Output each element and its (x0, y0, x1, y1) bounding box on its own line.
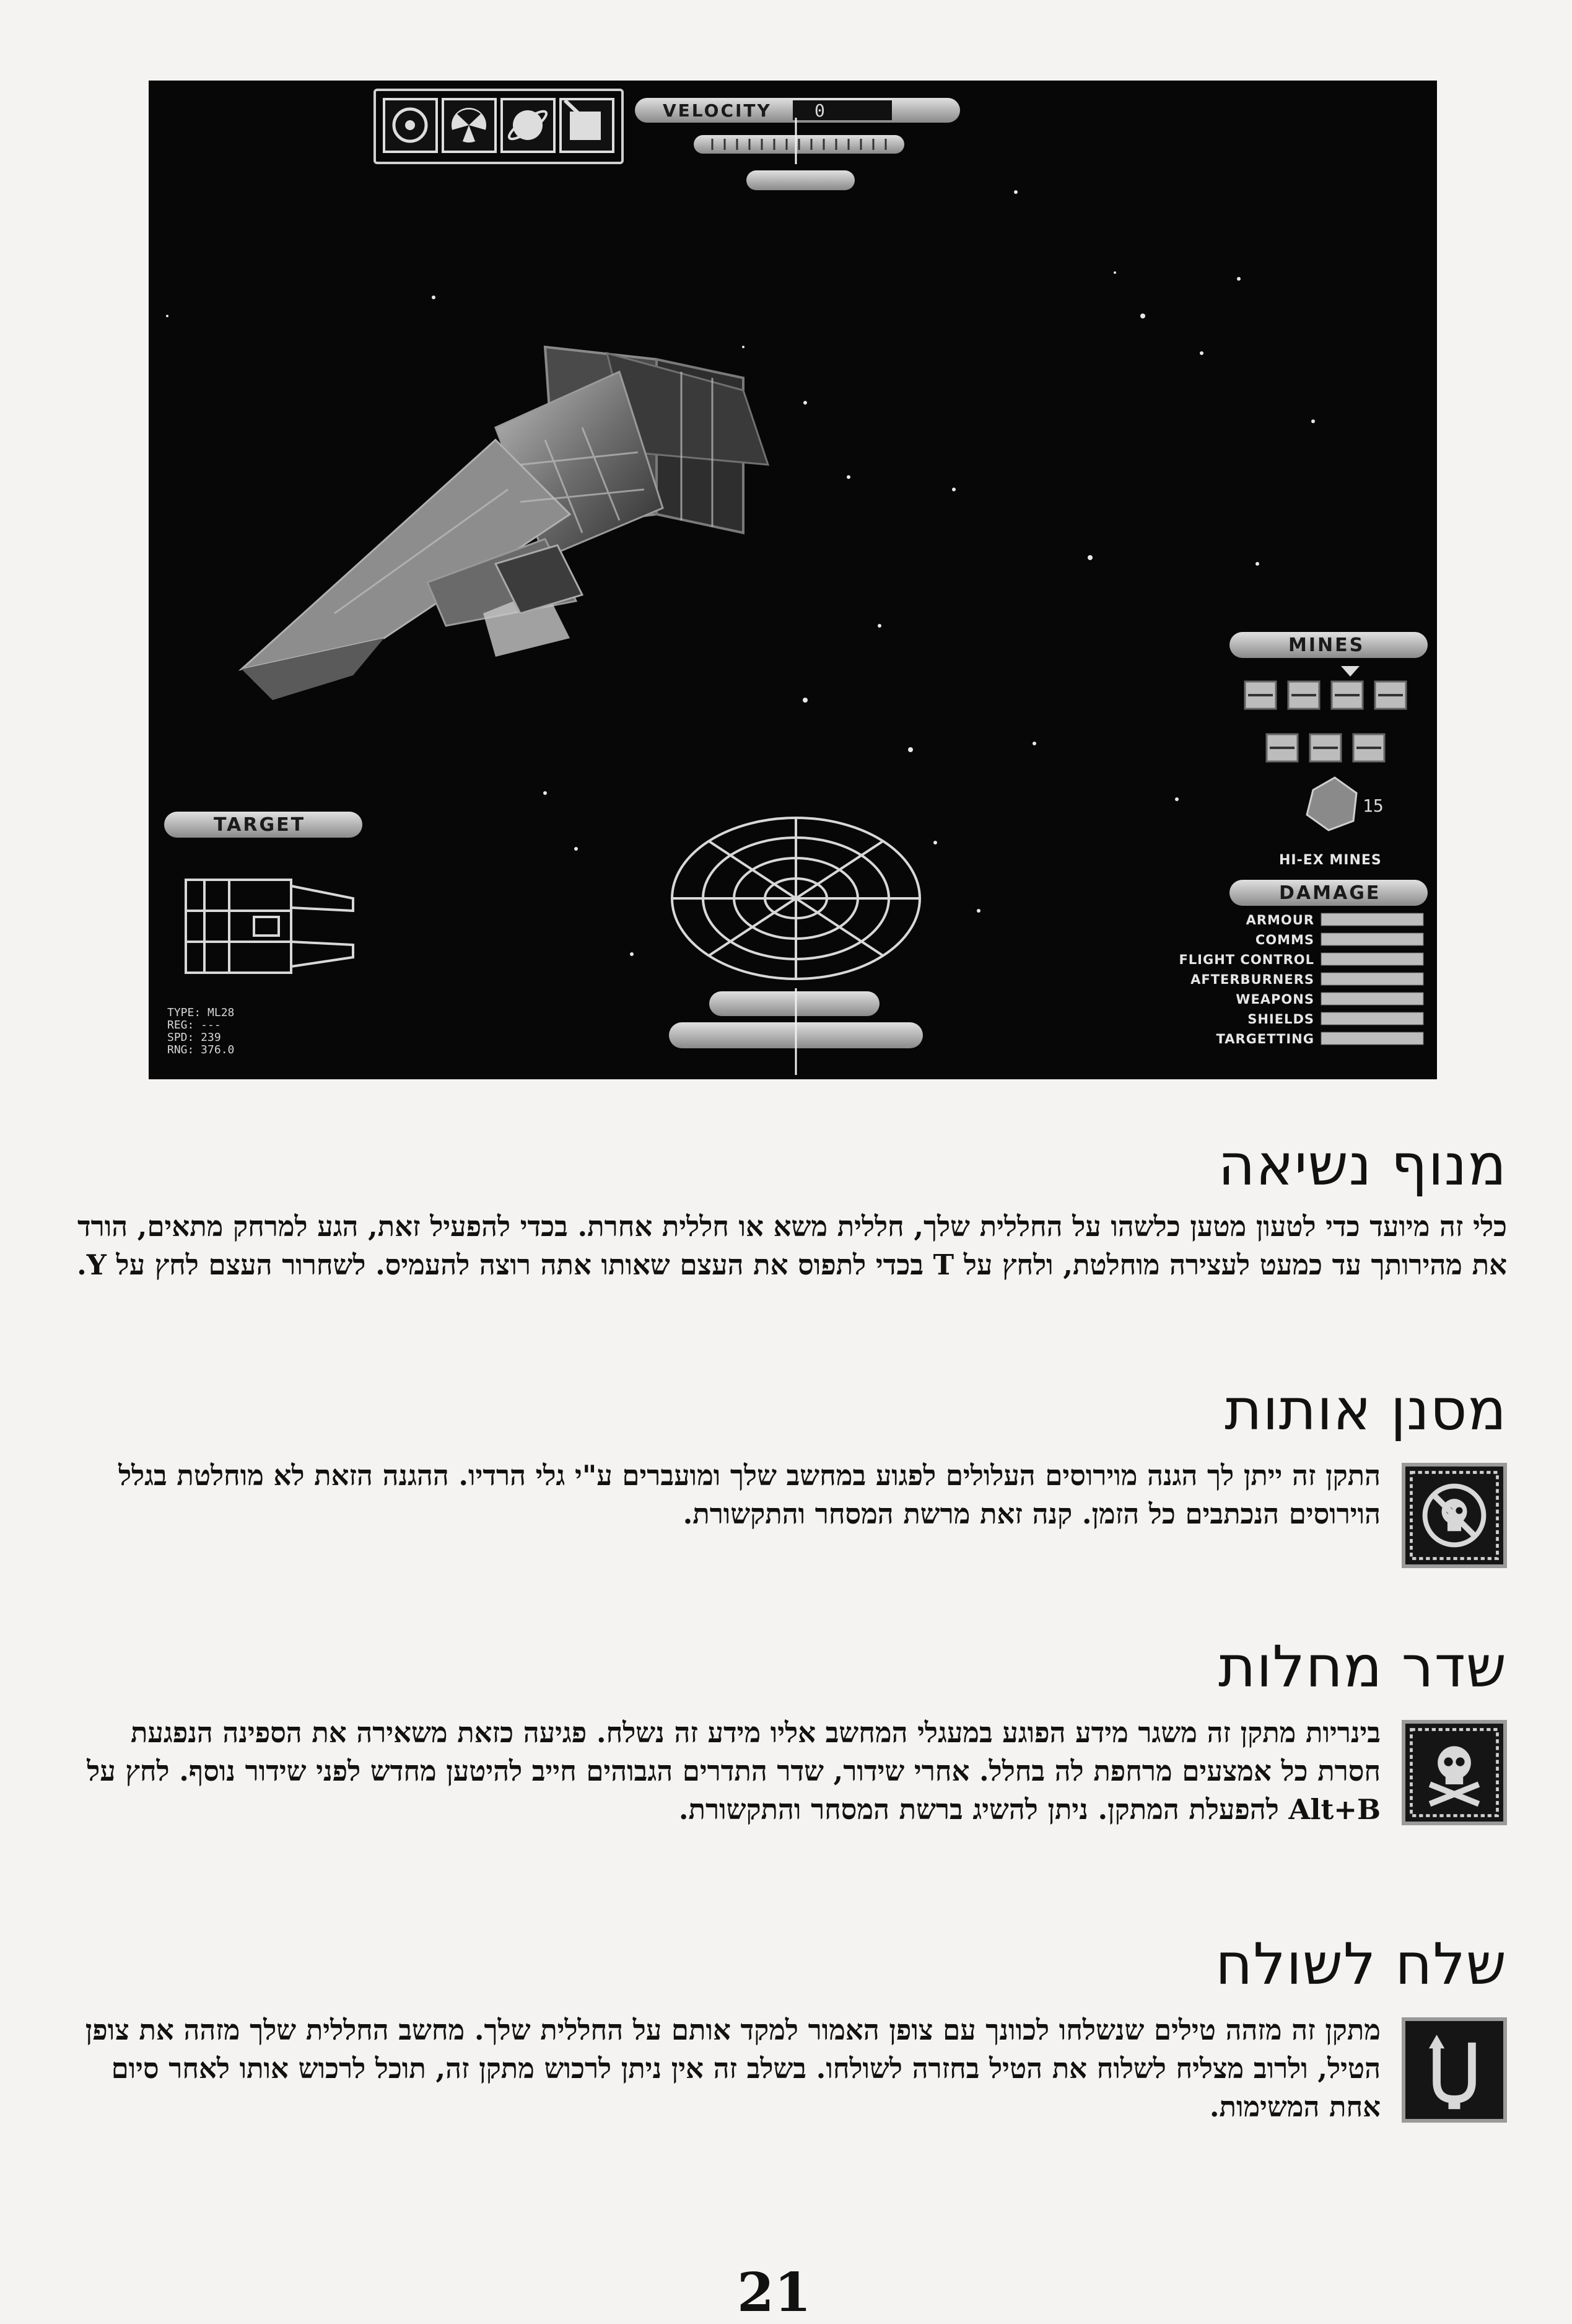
mines-label: MINES (1288, 634, 1365, 656)
damage-row-label: SHIELDS (1247, 1012, 1314, 1027)
mines-type: HI-EX MINES (1279, 853, 1382, 868)
damage-row-label: COMMS (1255, 932, 1314, 947)
section-signal-filter (64, 1379, 1507, 1568)
planet-icon[interactable] (502, 99, 554, 152)
section-title: שלח לשולח (1215, 1931, 1507, 1997)
damage-row-bar (1321, 953, 1423, 965)
target-info-line: REG: --- (167, 1019, 221, 1032)
crosshair-icon[interactable] (384, 99, 437, 152)
section-title: מסנן אותות (1225, 1377, 1507, 1443)
section-title: שדר מחלות (1218, 1634, 1507, 1700)
nav-map-icon[interactable] (561, 99, 613, 152)
damage-row-bar (1321, 973, 1423, 985)
cargo-ship (242, 347, 768, 700)
section-disease-transmitter (64, 1636, 1507, 1829)
damage-row-bar (1321, 993, 1423, 1005)
target-info (167, 1006, 234, 1056)
damage-row-label: WEAPONS (1236, 992, 1314, 1007)
target-label: TARGET (214, 814, 306, 836)
mines-panel[interactable] (1229, 632, 1428, 868)
mines-count: 15 (1363, 796, 1384, 816)
radar-scope (672, 818, 920, 979)
star-field (166, 190, 1315, 956)
space-scene (149, 81, 1437, 1079)
skull-crossbones-icon (1402, 1720, 1507, 1825)
damage-row-label: ARMOUR (1246, 913, 1314, 927)
target-ship-wireframe (186, 880, 353, 973)
target-panel (164, 812, 362, 1056)
section-body: כלי זה מיועד כדי לטעון מטען כלשהו על החללית שלך, חללית משא או חללית אחרת. בכדי להפעיל זאת, הגע למרחק מתאים, הורד את מהירותך עד כמעט לעצירה מוחלטת, ולחץ על T בכדי לתפוס את העצם שאותו אתה רוצה להעמיס. לשחרור העצם לחץ על Y. (77, 1210, 1507, 1282)
target-info-line: SPD: 239 (167, 1031, 221, 1044)
damage-row-label: AFTERBURNERS (1190, 972, 1314, 987)
damage-row-label: FLIGHT CONTROL (1179, 952, 1314, 967)
section-title: מנוף נשיאה (1218, 1132, 1507, 1198)
section-body: בינריות מתקן זה משגר מידע הפוגע במעגלי המחשב אליו מידע זה נשלח. פגיעה כזאת משאירה את הספינה הנפגעת חסרת כל אמצעים מרחפת לה בחלל. אחרי שידור, שדר התדרים הגבוהים חייב להיטען מחדש לפני שידור נוסף. לחץ על Alt+B להפעלת המתקן. ניתן להשיג ברשת המסחר והתקשורת. (87, 1716, 1381, 1826)
damage-row-bar (1321, 913, 1423, 926)
damage-label: DAMAGE (1279, 882, 1381, 904)
velocity-readout (635, 98, 960, 190)
velocity-label: VELOCITY (663, 100, 772, 121)
damage-row-bar (1321, 1032, 1423, 1045)
damage-row-bar (1321, 1012, 1423, 1025)
damage-row-label: TARGETTING (1216, 1032, 1314, 1046)
hud-top-icons[interactable] (375, 90, 622, 163)
velocity-value: 0 (814, 100, 825, 121)
target-info-line: RNG: 376.0 (167, 1043, 235, 1056)
radar-status-bar (709, 991, 880, 1016)
section-body: מתקן זה מזהה טילים שנשלחו לכוונך עם צופן האמור למקד אותם על החללית שלך. מחשב החללית שלך מזהה את צופן הטיל, ולרוב מצליח לשלוח את הטיל בחזרה לשולחו. בשלב זה אין ניתן לרכוש מתקן זה, תוכל לרכוש אותו לאחר סיום אחת המשימות. (85, 2014, 1381, 2124)
game-screenshot (149, 81, 1437, 1079)
section-cargo-crane (64, 1134, 1507, 1284)
damage-row-bar (1321, 933, 1423, 945)
radiation-icon[interactable] (443, 99, 496, 152)
u-turn-icon (1402, 2017, 1507, 2123)
mine-icon (1307, 778, 1356, 830)
crossed-skull-icon (1402, 1463, 1507, 1568)
page-number: 21 (737, 2261, 811, 2324)
section-body: התקן זה ייתן לך הגנה מוירוסים העלולים לפגוע במחשב שלך ומועברים ע"י גלי הרדיו. ההגנה הזאת לא מוחלטת בגלל הוירוסים הנכתבים כל הזמן. קנה זאת מרשת המסחר והתקשורת. (118, 1459, 1381, 1531)
section-return-to-sender (64, 1933, 1507, 2126)
damage-panel (1179, 880, 1428, 1046)
target-info-line: TYPE: ML28 (167, 1006, 235, 1019)
